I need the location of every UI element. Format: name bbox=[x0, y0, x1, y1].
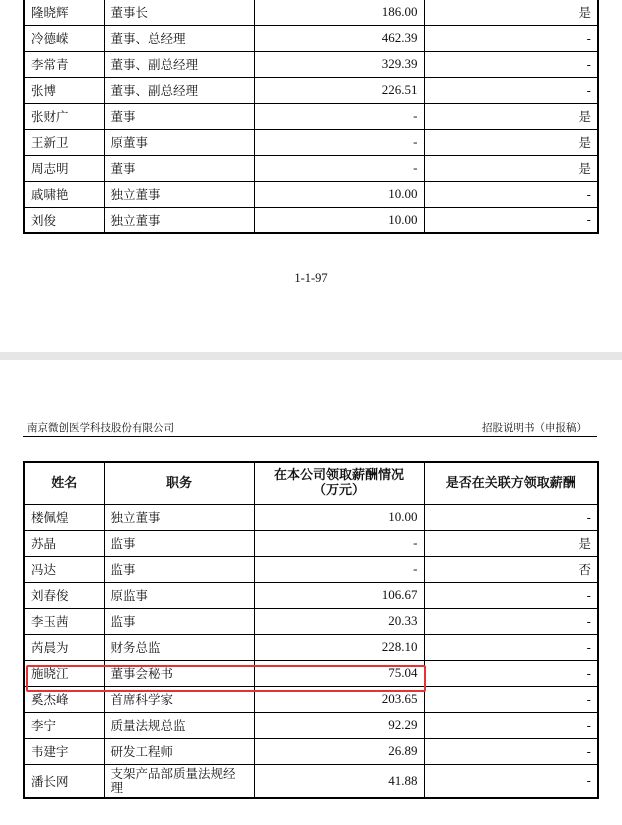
name-cell: 王新卫 bbox=[24, 129, 104, 155]
related-party-cell: - bbox=[424, 660, 598, 686]
position-cell: 财务总监 bbox=[104, 634, 254, 660]
table-row bbox=[24, 712, 598, 738]
table-row bbox=[24, 51, 598, 77]
position-cell: 原监事 bbox=[104, 582, 254, 608]
name-cell: 隆晓辉 bbox=[24, 0, 104, 25]
name-cell: 施晓江 bbox=[24, 660, 104, 686]
name-cell: 张博 bbox=[24, 77, 104, 103]
position-cell: 董事 bbox=[104, 103, 254, 129]
table-row bbox=[24, 686, 598, 712]
position-cell: 董事会秘书 bbox=[104, 660, 254, 686]
related-party-cell: 是 bbox=[424, 129, 598, 155]
name-cell: 李常青 bbox=[24, 51, 104, 77]
salary-cell: 226.51 bbox=[254, 77, 424, 103]
related-party-cell: - bbox=[424, 25, 598, 51]
salary-cell: - bbox=[254, 129, 424, 155]
position-cell: 监事 bbox=[104, 556, 254, 582]
salary-cell: 106.67 bbox=[254, 582, 424, 608]
table-row bbox=[24, 660, 598, 686]
related-party-cell: - bbox=[424, 712, 598, 738]
name-cell: 奚杰峰 bbox=[24, 686, 104, 712]
related-party-cell: - bbox=[424, 77, 598, 103]
position-cell: 董事长 bbox=[104, 0, 254, 25]
salary-table bbox=[23, 461, 599, 799]
related-party-cell: - bbox=[424, 51, 598, 77]
position-cell: 董事 bbox=[104, 155, 254, 181]
related-party-cell: 否 bbox=[424, 556, 598, 582]
salary-table-continued bbox=[23, 0, 599, 234]
table-row bbox=[24, 608, 598, 634]
position-cell: 董事、副总经理 bbox=[104, 77, 254, 103]
name-cell: 周志明 bbox=[24, 155, 104, 181]
table-row bbox=[24, 25, 598, 51]
name-cell: 刘俊 bbox=[24, 207, 104, 233]
position-cell: 原董事 bbox=[104, 129, 254, 155]
salary-cell: 10.00 bbox=[254, 181, 424, 207]
name-cell: 刘春俊 bbox=[24, 582, 104, 608]
table-row bbox=[24, 103, 598, 129]
salary-cell: 20.33 bbox=[254, 608, 424, 634]
position-cell: 支架产品部质量法规经理 bbox=[104, 764, 254, 798]
salary-cell: - bbox=[254, 155, 424, 181]
page-1 bbox=[0, 0, 622, 352]
page-2 bbox=[0, 360, 622, 825]
name-cell: 潘长网 bbox=[24, 764, 104, 798]
related-party-cell: - bbox=[424, 634, 598, 660]
related-party-cell: 是 bbox=[424, 103, 598, 129]
related-party-cell: - bbox=[424, 738, 598, 764]
position-cell: 监事 bbox=[104, 608, 254, 634]
position-cell: 独立董事 bbox=[104, 504, 254, 530]
name-cell: 冷德嵘 bbox=[24, 25, 104, 51]
related-party-cell: - bbox=[424, 207, 598, 233]
table-row bbox=[24, 77, 598, 103]
header-rule bbox=[23, 436, 597, 437]
name-cell: 李玉茜 bbox=[24, 608, 104, 634]
column-header-salary bbox=[254, 462, 424, 504]
position-cell: 独立董事 bbox=[104, 207, 254, 233]
table-row bbox=[24, 764, 598, 798]
table-row bbox=[24, 129, 598, 155]
table-row bbox=[24, 634, 598, 660]
table-row bbox=[24, 0, 598, 25]
table-row bbox=[24, 556, 598, 582]
related-party-cell: - bbox=[424, 582, 598, 608]
name-cell: 李宁 bbox=[24, 712, 104, 738]
name-cell: 楼佩煌 bbox=[24, 504, 104, 530]
name-cell: 韦建宇 bbox=[24, 738, 104, 764]
table-row bbox=[24, 181, 598, 207]
related-party-cell: - bbox=[424, 504, 598, 530]
name-cell: 戚啸艳 bbox=[24, 181, 104, 207]
related-party-cell: - bbox=[424, 686, 598, 712]
salary-cell: 203.65 bbox=[254, 686, 424, 712]
name-cell: 张财广 bbox=[24, 103, 104, 129]
position-cell: 质量法规总监 bbox=[104, 712, 254, 738]
related-party-cell: - bbox=[424, 764, 598, 798]
name-cell: 芮晨为 bbox=[24, 634, 104, 660]
column-header-name: 姓名 bbox=[24, 462, 104, 504]
column-header-salary-line1: 在本公司领取薪酬情况 bbox=[273, 468, 404, 484]
related-party-cell: - bbox=[424, 181, 598, 207]
salary-cell: 41.88 bbox=[254, 764, 424, 798]
salary-cell: 186.00 bbox=[254, 0, 424, 25]
salary-cell: 10.00 bbox=[254, 207, 424, 233]
salary-cell: 75.04 bbox=[254, 660, 424, 686]
salary-cell: - bbox=[254, 530, 424, 556]
position-cell: 首席科学家 bbox=[104, 686, 254, 712]
document-type-header: 招股说明书（申报稿） bbox=[482, 422, 587, 434]
table-row bbox=[24, 155, 598, 181]
position-cell: 董事、总经理 bbox=[104, 25, 254, 51]
salary-cell: 10.00 bbox=[254, 504, 424, 530]
position-cell: 董事、副总经理 bbox=[104, 51, 254, 77]
column-header-position: 职务 bbox=[104, 462, 254, 504]
related-party-cell: 是 bbox=[424, 0, 598, 25]
table-row bbox=[24, 738, 598, 764]
salary-cell: 92.29 bbox=[254, 712, 424, 738]
related-party-cell: 是 bbox=[424, 530, 598, 556]
table-row bbox=[24, 207, 598, 233]
name-cell: 冯达 bbox=[24, 556, 104, 582]
salary-cell: 228.10 bbox=[254, 634, 424, 660]
position-cell: 独立董事 bbox=[104, 181, 254, 207]
salary-cell: 462.39 bbox=[254, 25, 424, 51]
salary-cell: - bbox=[254, 556, 424, 582]
salary-cell: 26.89 bbox=[254, 738, 424, 764]
related-party-cell: - bbox=[424, 608, 598, 634]
table-row bbox=[24, 504, 598, 530]
page-number: 1-1-97 bbox=[294, 271, 328, 285]
table-row bbox=[24, 530, 598, 556]
name-cell: 苏晶 bbox=[24, 530, 104, 556]
related-party-cell: 是 bbox=[424, 155, 598, 181]
position-cell: 研发工程师 bbox=[104, 738, 254, 764]
position-cell: 监事 bbox=[104, 530, 254, 556]
column-header-salary-line2: （万元） bbox=[312, 483, 365, 499]
page-separator bbox=[0, 352, 622, 360]
column-header-related: 是否在关联方领取薪酬 bbox=[424, 462, 598, 504]
salary-cell: - bbox=[254, 103, 424, 129]
company-header: 南京微创医学科技股份有限公司 bbox=[27, 422, 174, 434]
table-row bbox=[24, 582, 598, 608]
salary-cell: 329.39 bbox=[254, 51, 424, 77]
